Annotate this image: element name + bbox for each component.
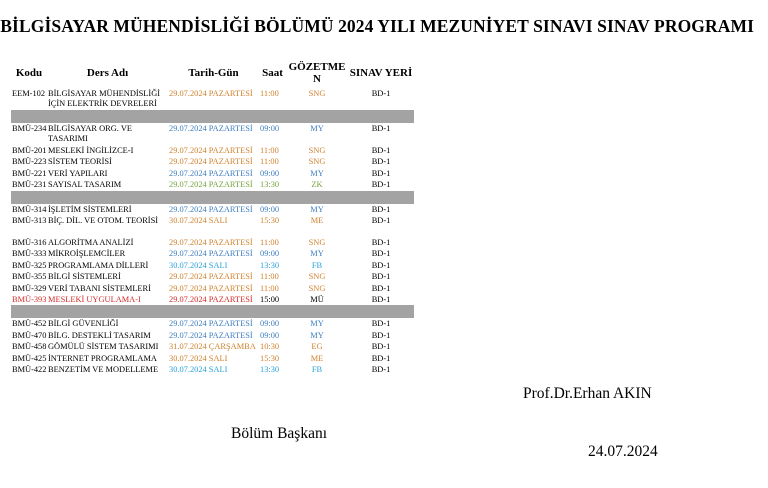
exam-date: 29.07.2024 PAZARTESİ [169,249,253,259]
exam-time: 09:00 [260,319,280,329]
table-row [11,248,414,259]
course-name: SAYISAL TASARIM [48,180,122,190]
col-header-kodu: Kodu [15,67,43,79]
course-name: VERİ YAPILARI [48,168,108,178]
exam-time: 13:30 [260,180,280,190]
course-name: GÖMÜLÜ SİSTEM TASARIMI [48,342,159,352]
page-title: BİLGİSAYAR MÜHENDİSLİĞİ BÖLÜMÜ 2024 YILI MEZUNİYET SINAVI SINAV PROGRAMI [0,16,754,36]
exam-time: 11:00 [260,283,279,293]
proctor: SNG [308,89,326,98]
table-row [11,156,414,167]
exam-date: 29.07.2024 PAZARTESİ [169,168,253,178]
table-row [11,237,414,248]
course-name: BİLG. DESTEKLİ TASARIM [48,330,151,340]
exam-date: 29.07.2024 PAZARTESİ [169,330,253,340]
exam-time: 11:00 [260,157,279,167]
col-header-tarih-gun: Tarih-Gün [188,67,239,79]
course-code: BMÜ-325 [12,260,47,270]
course-code: BMÜ-470 [12,330,47,340]
table-row [11,204,414,215]
course-code: BMÜ-393 [12,295,47,305]
course-name: BİLGİ SİSTEMLERİ [48,272,121,282]
proctor: MY [310,330,324,340]
exam-room: BD-1 [371,295,391,305]
course-code: BMÜ-231 [12,180,47,190]
table-row [11,271,414,282]
exam-room: BD-1 [371,272,391,282]
exam-date: 29.07.2024 PAZARTESİ [169,319,253,329]
exam-room: BD-1 [371,216,391,226]
separator-cell [11,305,414,318]
proctor: MY [310,249,324,259]
exam-date: 29.07.2024 PAZARTESİ [169,89,253,98]
exam-time: 09:00 [260,168,280,178]
group-separator [11,110,414,123]
proctor: MY [310,319,324,329]
exam-room: BD-1 [371,330,391,340]
course-code: BMÜ-422 [12,365,47,375]
col-header-gozetmen: GÖZETMEN [288,61,346,85]
table-header-row [11,58,414,88]
course-code: EEM-102 [12,89,46,98]
exam-date: 30.07.2024 SALI [169,260,228,270]
course-code: BMÜ-329 [12,283,47,293]
course-code: BMÜ-221 [12,168,47,178]
course-code: BMÜ-333 [12,249,47,259]
exam-date: 29.07.2024 PAZARTESİ [169,238,253,248]
col-header-saat: Saat [262,67,283,79]
table-row [11,330,414,341]
proctor: MY [310,168,324,178]
course-name: MESLEKİ İNGİLİZCE-I [48,146,134,155]
table-row [11,88,414,110]
course-name: ALGORİTMA ANALİZİ [48,238,134,248]
col-header-ders-adi: Ders Adı [86,67,129,79]
group-separator [11,305,414,318]
exam-room: BD-1 [371,204,391,214]
exam-room: BD-1 [371,283,391,293]
course-code: BMÜ-223 [12,157,47,167]
table-row [11,123,414,145]
exam-date: 29.07.2024 PAZARTESİ [169,204,253,214]
proctor: ZK [311,180,323,190]
exam-room: BD-1 [371,180,391,190]
exam-date: 30.07.2024 SALI [169,216,228,226]
proctor: SNG [308,272,326,282]
course-name: BİÇ. DİL. VE OTOM. TEORİSİ [48,216,159,226]
exam-time: 11:00 [260,238,279,248]
exam-room: BD-1 [371,319,391,329]
course-name: BİLGİSAYAR MÜHENDİSLİĞİ İÇİN ELEKTRİK DEVRELERİ [48,89,161,108]
course-name: VERİ TABANI SİSTEMLERİ [48,283,151,293]
group-separator [11,191,414,204]
table-row [11,341,414,352]
exam-date: 29.07.2024 PAZARTESİ [169,283,253,293]
course-code: BMÜ-314 [12,204,47,214]
exam-room: BD-1 [371,365,391,375]
table-row [11,260,414,271]
exam-room: BD-1 [371,342,391,352]
table-row [11,294,414,305]
document-date: 24.07.2024 [588,443,658,460]
table-row [11,145,414,156]
course-name: İNTERNET PROGRAMLAMA [48,353,157,363]
signatory-role: Bölüm Başkanı [231,425,328,442]
exam-date: 29.07.2024 PAZARTESİ [169,157,253,167]
proctor: MÜ [310,295,324,305]
exam-time: 09:00 [260,249,280,259]
table-row [11,318,414,329]
exam-time: 11:00 [260,89,279,98]
course-name: İŞLETİM SİSTEMLERİ [48,204,132,214]
proctor: MY [310,204,324,214]
exam-room: BD-1 [371,353,391,363]
exam-room: BD-1 [371,168,391,178]
col-header-sinav-yeri: SINAV YERİ [349,67,413,79]
exam-date: 31.07.2024 ÇARŞAMBA [169,342,256,352]
table-row [11,283,414,294]
course-code: BMÜ-355 [12,272,47,282]
exam-time: 11:00 [260,146,279,155]
exam-room: BD-1 [371,124,391,133]
exam-room: BD-1 [371,238,391,248]
exam-room: BD-1 [371,249,391,259]
course-code: BMÜ-201 [12,146,47,155]
proctor: FB [311,365,323,375]
exam-date: 29.07.2024 PAZARTESİ [169,146,253,155]
exam-time: 11:00 [260,272,279,282]
course-name: PROGRAMLAMA DİLLERİ [48,260,149,270]
course-name: MİKROİŞLEMCİLER [48,249,126,259]
course-code: BMÜ-234 [12,124,47,133]
separator-cell [11,191,414,204]
proctor: ME [310,216,324,226]
exam-time: 09:00 [260,204,280,214]
proctor: SNG [308,238,326,248]
table-row [11,353,414,364]
proctor: MY [310,124,324,133]
proctor: SNG [308,146,326,155]
exam-date: 29.07.2024 PAZARTESİ [169,295,253,305]
proctor: ME [310,353,324,363]
exam-room: BD-1 [371,146,391,155]
proctor: SNG [308,157,326,167]
course-code: BMÜ-452 [12,319,47,329]
exam-time: 09:00 [260,124,280,133]
table-row [11,364,414,375]
course-name: BİLGİ GÜVENLİĞİ [48,319,119,329]
separator-cell [11,110,414,123]
exam-date: 30.07.2024 SALI [169,353,228,363]
exam-time: 13:30 [260,365,280,375]
exam-time: 09:00 [260,330,280,340]
course-code: BMÜ-458 [12,342,47,352]
exam-date: 30.07.2024 SALI [169,365,228,375]
course-code: BMÜ-425 [12,353,47,363]
exam-schedule-table [11,58,414,376]
proctor: SNG [308,283,326,293]
exam-date: 29.07.2024 PAZARTESİ [169,272,253,282]
course-name: BENZETİM VE MODELLEME [48,365,159,375]
course-name: BİLGİSAYAR ORG. VE TASARIMI [48,124,132,143]
exam-time: 13:30 [260,260,280,270]
table-row [11,179,414,190]
table-row [11,215,414,237]
exam-time: 15:00 [260,295,280,305]
exam-date: 29.07.2024 PAZARTESİ [169,180,253,190]
exam-date: 29.07.2024 PAZARTESİ [169,124,253,133]
course-code: BMÜ-313 [12,216,47,226]
exam-time: 15:30 [260,216,280,226]
exam-time: 10:30 [260,342,280,352]
exam-room: BD-1 [371,260,391,270]
proctor: FB [311,260,323,270]
exam-room: BD-1 [371,157,391,167]
exam-time: 15:30 [260,353,280,363]
course-name: SİSTEM TEORİSİ [48,157,112,167]
course-name: MESLEKİ UYGULAMA-I [48,295,141,305]
course-code: BMÜ-316 [12,238,47,248]
table-row [11,168,414,179]
signatory-name: Prof.Dr.Erhan AKIN [523,385,652,402]
exam-room: BD-1 [371,89,391,98]
proctor: EG [311,342,323,352]
